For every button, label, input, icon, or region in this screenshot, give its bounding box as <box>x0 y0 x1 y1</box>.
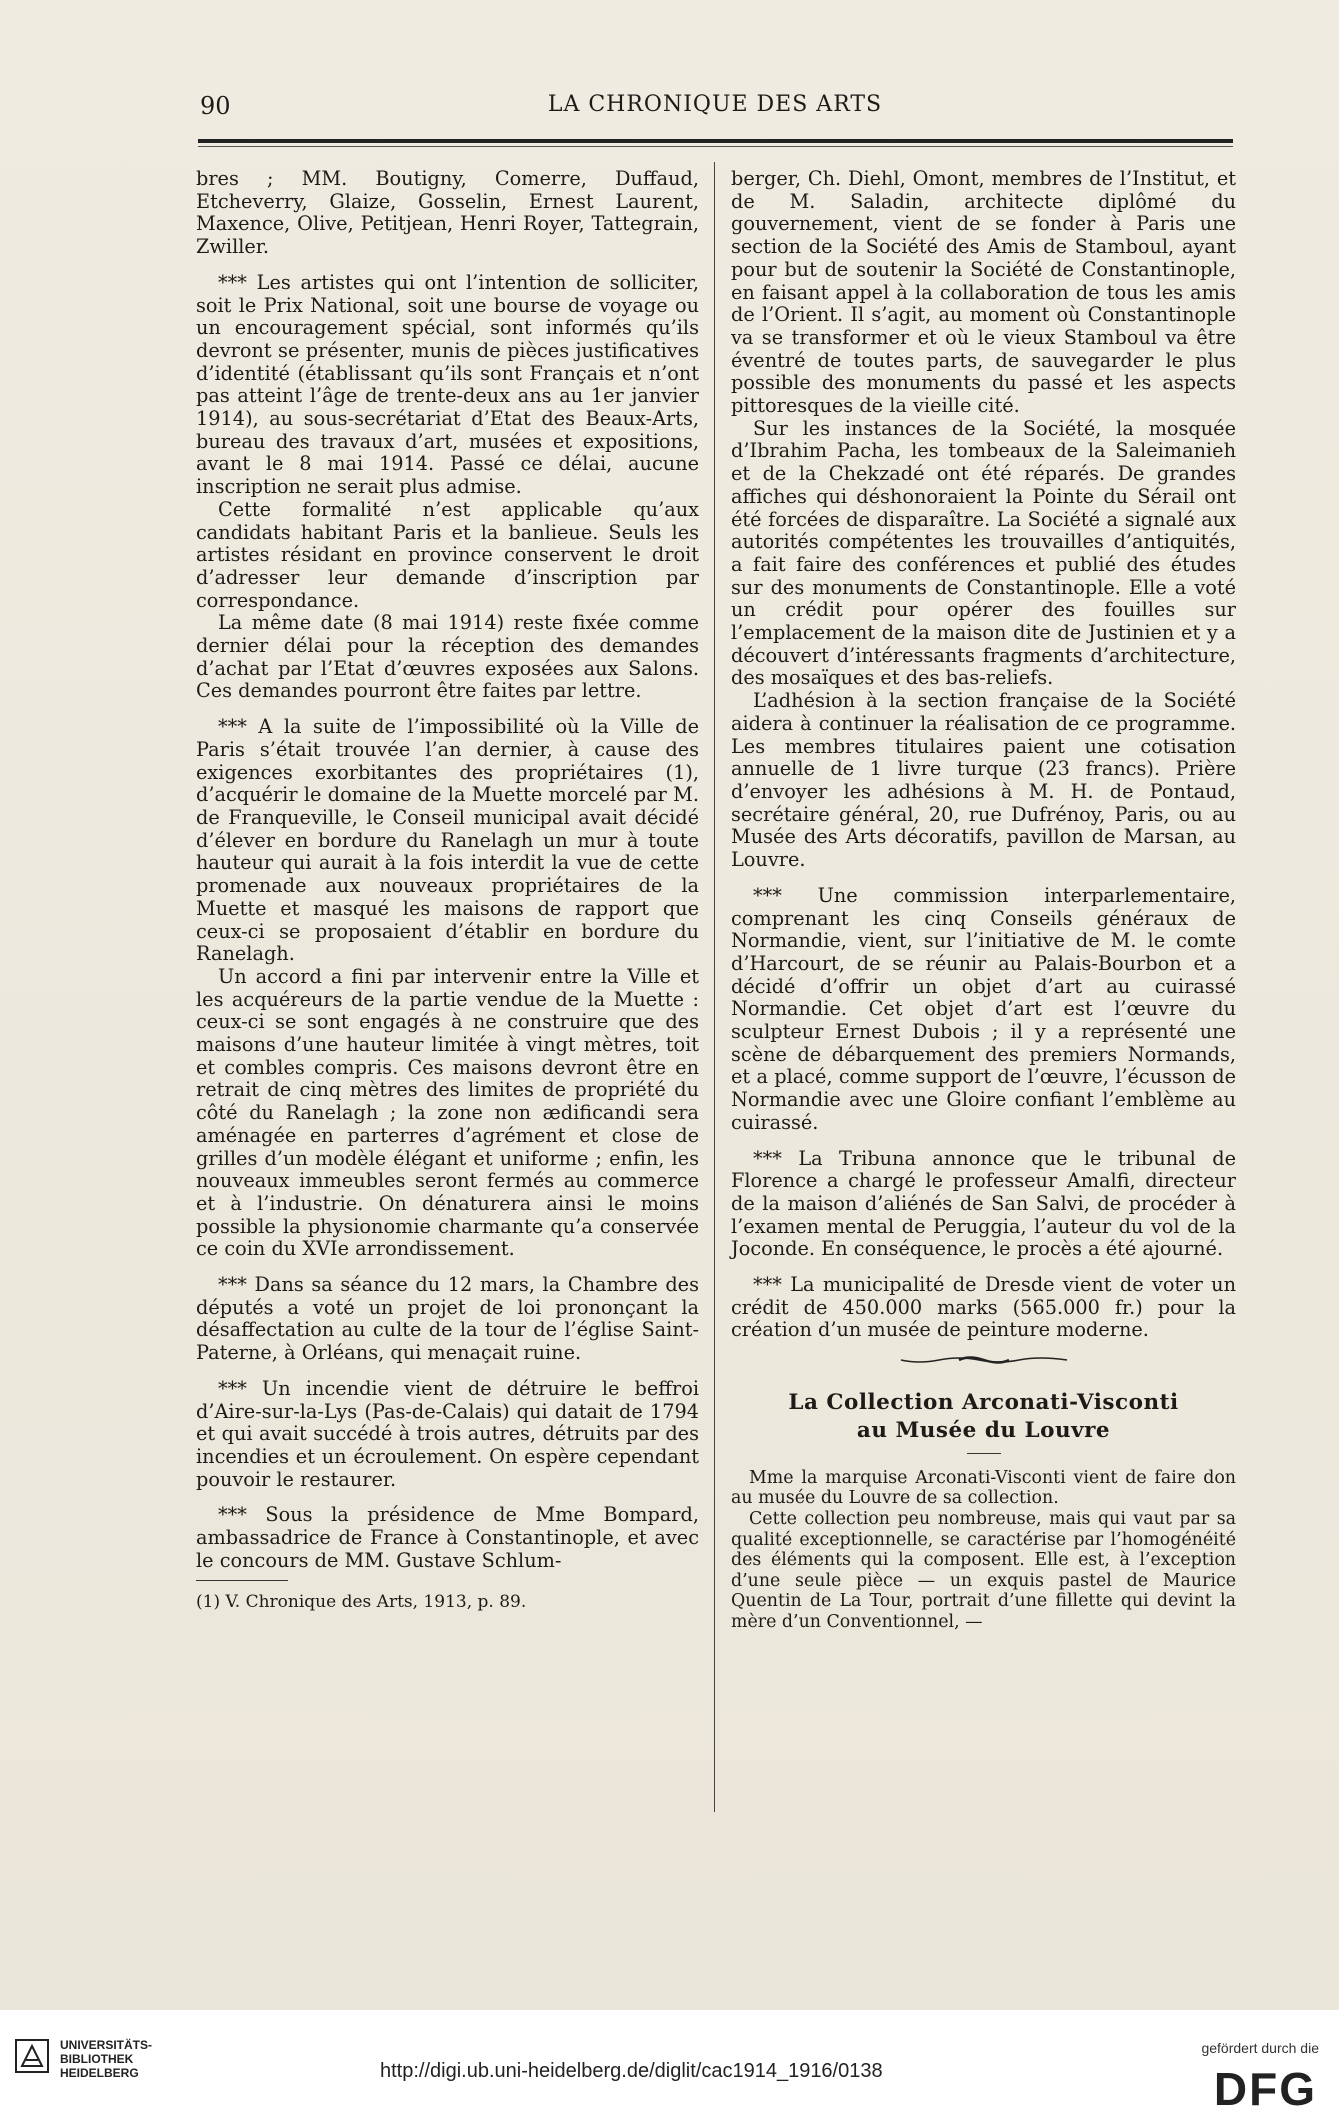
paragraph: La même date (8 mai 1914) reste fixée comme dernier délai pour la réception des demandes d’achat par l’Etat d’œuvres exposées aux Salons. Ces demandes pourront être faites par lettre. <box>196 611 699 703</box>
paragraph: L’adhésion à la section française de la Société aidera à continuer la réalisation de ce programme. Les membres titulaires paient une cotisation annuelle de 1 livre turque (23 francs). Prière d’envoyer les adhésions à M. H. de Pontaud, secrétaire général, 20, rue Dufrénoy, Paris, ou au Musée des Arts décoratifs, pavillon de Marsan, au Louvre. <box>731 689 1236 872</box>
column-divider <box>714 162 715 1812</box>
heidelberg-seal-icon <box>14 2038 50 2074</box>
section-title <box>731 1389 1236 1445</box>
footnote: (1) V. Chronique des Arts, 1913, p. 89. <box>196 1592 527 1613</box>
page-number: 90 <box>200 92 231 120</box>
dfg-logo[interactable]: DFG <box>1213 2063 1317 2115</box>
right-column <box>731 168 1236 1633</box>
section-title-line-1: La Collection Arconati-Visconti <box>788 1389 1179 1415</box>
title-rule <box>967 1453 1001 1454</box>
left-column <box>196 168 699 1614</box>
footnote-rule <box>196 1580 288 1581</box>
library-name: UNIVERSITÄTS- BIBLIOTHEK HEIDELBERG <box>60 2038 153 2080</box>
funding-caption: gefördert durch die <box>1201 2040 1319 2056</box>
paragraph: berger, Ch. Diehl, Omont, membres de l’Institut, et de M. Saladin, architecte diplômé du gouvernement, vient de se fonder à Paris une section de la Société des Amis de Stamboul, ayant pour but de soutenir la Société de Constantinople, en faisant appel à la collaboration de tous les amis de l’Orient. Il s’agit, au moment où Constantinople va se transformer et où le vieux Stamboul va être éventré de toutes parts, de sauvegarder le plus possible des monuments du passé et les aspects pittoresques de la vieille cité. <box>731 167 1236 418</box>
paragraph: bres ; MM. Boutigny, Comerre, Duffaud, Etcheverry, Glaize, Gosselin, Ernest Laurent, Maxence, Olive, Petitjean, Henri Royer, Tattegrain, Zwiller. <box>196 167 699 259</box>
heidelberg-logo[interactable] <box>14 2034 164 2106</box>
header-rule-thin <box>198 146 1233 147</box>
paragraph: Cette formalité n’est applicable qu’aux candidats habitant Paris et la banlieue. Seuls les artistes résidant en province conservent le droit d’adresser leur demande d’inscription par correspondance. <box>196 497 699 612</box>
paragraph: *** La Tribuna annonce que le tribunal de Florence a chargé le professeur Amalfi, directeur de la maison d’aliénés de San Salvi, de procéder à l’examen mental de Peruggia, l’auteur du vol de la Joconde. En conséquence, le procès a été ajourné. <box>731 1146 1236 1261</box>
document-url[interactable]: http://digi.ub.uni-heidelberg.de/diglit/cac1914_1916/0138 <box>380 2060 883 2082</box>
paragraph: Mme la marquise Arconati-Visconti vient de faire don au musée du Louvre de sa collection. <box>731 1467 1236 1509</box>
header-rule <box>198 139 1233 143</box>
page-header <box>200 92 1230 132</box>
footer-bar <box>0 2010 1339 2117</box>
paragraph: *** La municipalité de Dresde vient de voter un crédit de 450.000 marks (565.000 fr.) pour la création d’un musée de peinture moderne. <box>731 1273 1236 1342</box>
paragraph: *** Sous la présidence de Mme Bompard, ambassadrice de France à Constantinople, et avec le concours de MM. Gustave Schlum- <box>196 1503 699 1572</box>
section-title-line-2: au Musée du Louvre <box>856 1417 1111 1443</box>
paragraph: Sur les instances de la Société, la mosquée d’Ibrahim Pacha, les tombeaux de la Saleimanieh et de la Chekzadé ont été réparés. De grandes affiches qui déshonoraient la Pointe du Sérail ont été forcées de disparaître. La Société a signalé aux autorités compétentes les trouvailles d’antiquités, a fait faire des conférences et publié des études sur des monuments de Constantinople. Elle a voté un crédit pour opérer des fouilles sur l’emplacement de la maison dite de Justinien et y a découvert d’intéressants fragments d’architecture, des mosaïques et des bas-reliefs. <box>731 416 1236 690</box>
paragraph: *** Un incendie vient de détruire le beffroi d’Aire-sur-la-Lys (Pas-de-Calais) qui datait de 1794 et qui avait succédé à trois autres, détruits par des incendies et un écroulement. On espère cependant pouvoir le restaurer. <box>196 1376 699 1491</box>
paragraph: *** Les artistes qui ont l’intention de solliciter, soit le Prix National, soit une bourse de voyage ou un encouragement spécial, sont informés qu’ils devront se présenter, munis de pièces justificatives d’identité (établissant qu’ils sont Français et n’ont pas atteint l’âge de trente-deux ans au 1er janvier 1914), au sous-secrétariat d’Etat des Beaux-Arts, bureau des travaux d’art, musées et expositions, avant le 8 mai 1914. Passé ce délai, aucune inscription ne serait plus admise. <box>196 270 699 499</box>
paragraph: *** A la suite de l’impossibilité où la Ville de Paris s’était trouvée l’an dernier, à cause des exigences exorbitantes des propriétaires (1), d’acquérir le domaine de la Muette morcelé par M. de Franqueville, le Conseil municipal avait décidé d’élever en bordure du Ranelagh un mur à toute hauteur qui aurait à la fois interdit la vue de cette promenade aux nouveaux propriétaires de la Muette et masqué les maisons de rapport que ceux-ci se proposaient d’établir en bordure du Ranelagh. <box>196 715 699 966</box>
paragraph: Un accord a fini par intervenir entre la Ville et les acquéreurs de la partie vendue de la Muette : ceux-ci se sont engagés à ne construire que des maisons d’une hauteur limitée à vingt mètres, toit et combles compris. Ces maisons devront être en retrait de cinq mètres des limites de propriété du côté du Ranelagh ; la zone non ædificandi sera aménagée en parterres d’agrément et close de grilles d’un modèle élégant et uniforme ; enfin, les nouveaux immeubles seront fermés au commerce et à l’industrie. On dénaturera ainsi le moins possible la physionomie charmante qu’a conservée ce coin du XVIe arrondissement. <box>196 964 699 1261</box>
paragraph: Cette collection peu nombreuse, mais qui vaut par sa qualité exceptionnelle, se caractérise par l’homogénéité des éléments qui la composent. Elle est, à l’exception d’une seule pièce — un exquis pastel de Maurice Quentin de La Tour, portrait d’une fillette qui devint la mère d’un Conventionnel, — <box>731 1509 1236 1633</box>
ornament-divider <box>731 1348 1236 1371</box>
paragraph: *** Une commission interparlementaire, comprenant les cinq Conseils généraux de Normandie, vient, sur l’initiative de M. le comte d’Harcourt, de se réunir au Palais-Bourbon et a décidé d’offrir un objet d’art au cuirassé Normandie. Cet objet d’art est l’œuvre du sculpteur Ernest Dubois ; il y a représenté une scène de débarquement des premiers Normands, et a placé, comme support de l’œuvre, l’écusson de Normandie avec une Gloire confiant l’emblème au cuirassé. <box>731 883 1236 1134</box>
running-title: LA CHRONIQUE DES ARTS <box>547 92 883 117</box>
paragraph: *** Dans sa séance du 12 mars, la Chambre des députés a voté un projet de loi prononçant la désaffectation au culte de la tour de l’église Saint-Paterne, à Orléans, qui menaçait ruine. <box>196 1273 699 1365</box>
